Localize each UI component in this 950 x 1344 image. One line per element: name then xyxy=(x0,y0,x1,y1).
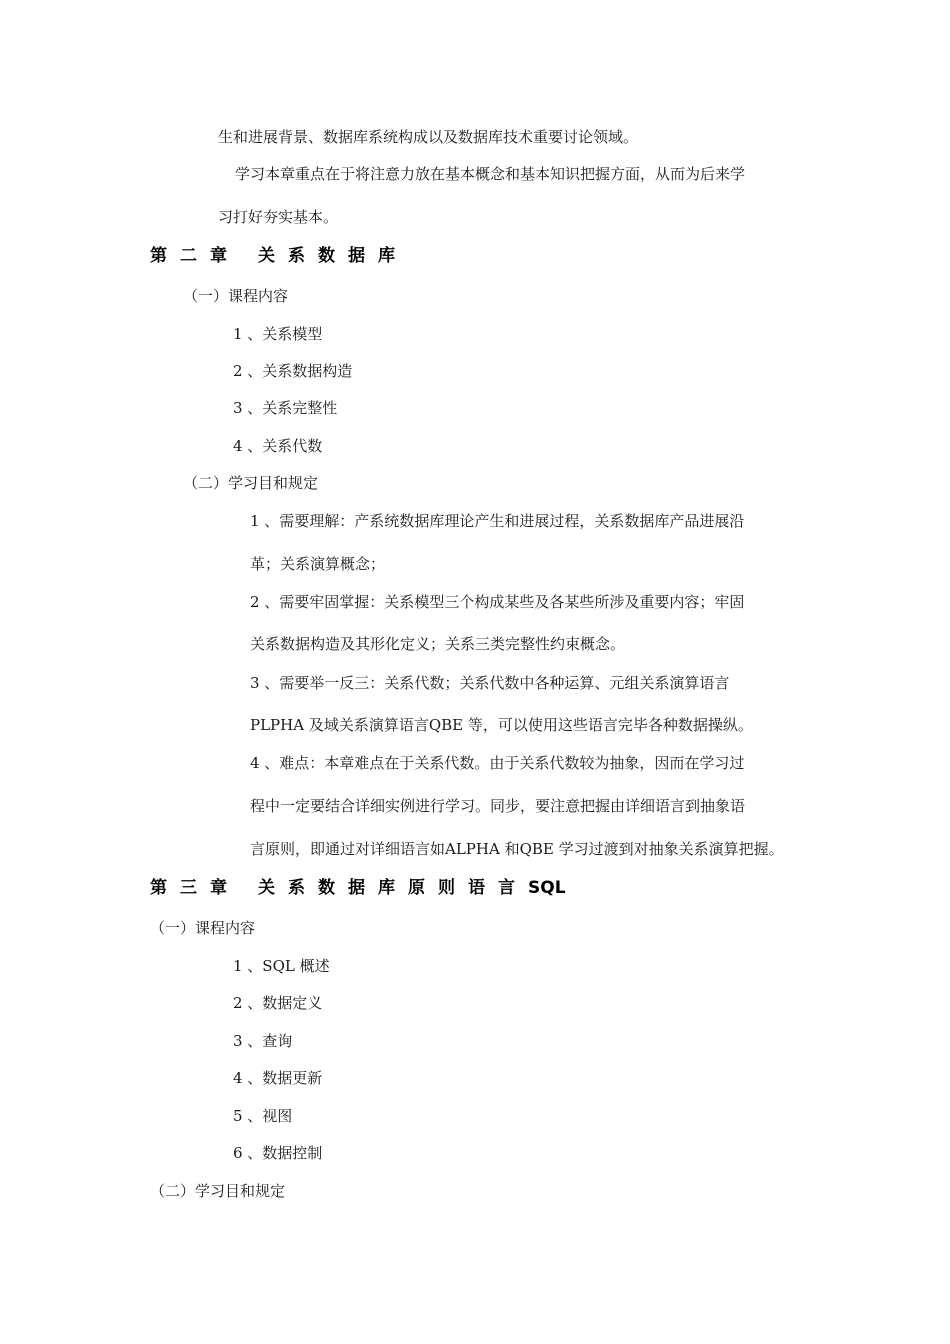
chapter-2-content-item: 1 、关系模型 xyxy=(233,325,323,343)
chapter-3-title: 关系数据库原则语言 xyxy=(258,878,528,898)
chapter-2-goal-line: 程中一定要结合详细实例进行学习。同步，要注意把握由详细语言到抽象语 xyxy=(250,797,746,815)
chapter-2-goal-line: 革；关系演算概念； xyxy=(250,555,386,573)
chapter-3-label: 第三章 xyxy=(150,878,240,898)
chapter-2-content-item: 3 、关系完整性 xyxy=(233,399,338,417)
chapter-2-goal-line: 2 、需要牢固掌握：关系模型三个构成某些及各某些所涉及重要内容；牢固 xyxy=(250,593,745,611)
chapter-3-content-heading: （一）课程内容 xyxy=(150,919,256,937)
chapter-2-goal-line: PLPHA 及域关系演算语言QBE 等，可以使用这些语言完毕各种数据操纵。 xyxy=(250,716,753,734)
chapter-2-content-heading: （一）课程内容 xyxy=(183,287,289,305)
chapter-3-content-item: 1 、SQL 概述 xyxy=(233,957,330,975)
chapter-2-goal-line: 1 、需要理解：产系统数据库理论产生和进展过程，关系数据库产品进展沿 xyxy=(250,512,745,530)
chapter-2-label: 第二章 xyxy=(150,246,240,266)
chapter-3-title-suffix: SQL xyxy=(528,878,566,898)
chapter-2-heading xyxy=(150,245,408,267)
intro-paragraph-line: 学习本章重点在于将注意力放在基本概念和基本知识把握方面，从而为后来学 xyxy=(235,165,746,183)
intro-paragraph-line: 生和进展背景、数据库系统构成以及数据库技术重要讨论领域。 xyxy=(218,128,639,146)
chapter-3-content-item: 6 、数据控制 xyxy=(233,1144,323,1162)
chapter-2-goal-line: 4 、难点：本章难点在于关系代数。由于关系代数较为抽象，因而在学习过 xyxy=(250,754,745,772)
chapter-2-content-item: 2 、关系数据构造 xyxy=(233,362,353,380)
chapter-2-goals-heading: （二）学习目和规定 xyxy=(183,474,319,492)
chapter-3-content-item: 3 、查询 xyxy=(233,1032,293,1050)
chapter-3-goals-heading: （二）学习目和规定 xyxy=(150,1182,286,1200)
chapter-3-content-item: 5 、视图 xyxy=(233,1107,293,1125)
chapter-2-title: 关系数据库 xyxy=(258,246,408,266)
chapter-3-content-item: 4 、数据更新 xyxy=(233,1069,323,1087)
chapter-2-goal-line: 3 、需要举一反三：关系代数；关系代数中各种运算、元组关系演算语言 xyxy=(250,674,730,692)
chapter-3-heading xyxy=(150,877,566,899)
chapter-3-content-item: 2 、数据定义 xyxy=(233,994,323,1012)
intro-paragraph-line: 习打好夯实基本。 xyxy=(218,208,339,226)
chapter-2-content-item: 4 、关系代数 xyxy=(233,437,323,455)
chapter-2-goal-line: 言原则，即通过对详细语言如ALPHA 和QBE 学习过渡到对抽象关系演算把握。 xyxy=(250,840,784,858)
chapter-2-goal-line: 关系数据构造及其形化定义；关系三类完整性约束概念。 xyxy=(250,635,626,653)
